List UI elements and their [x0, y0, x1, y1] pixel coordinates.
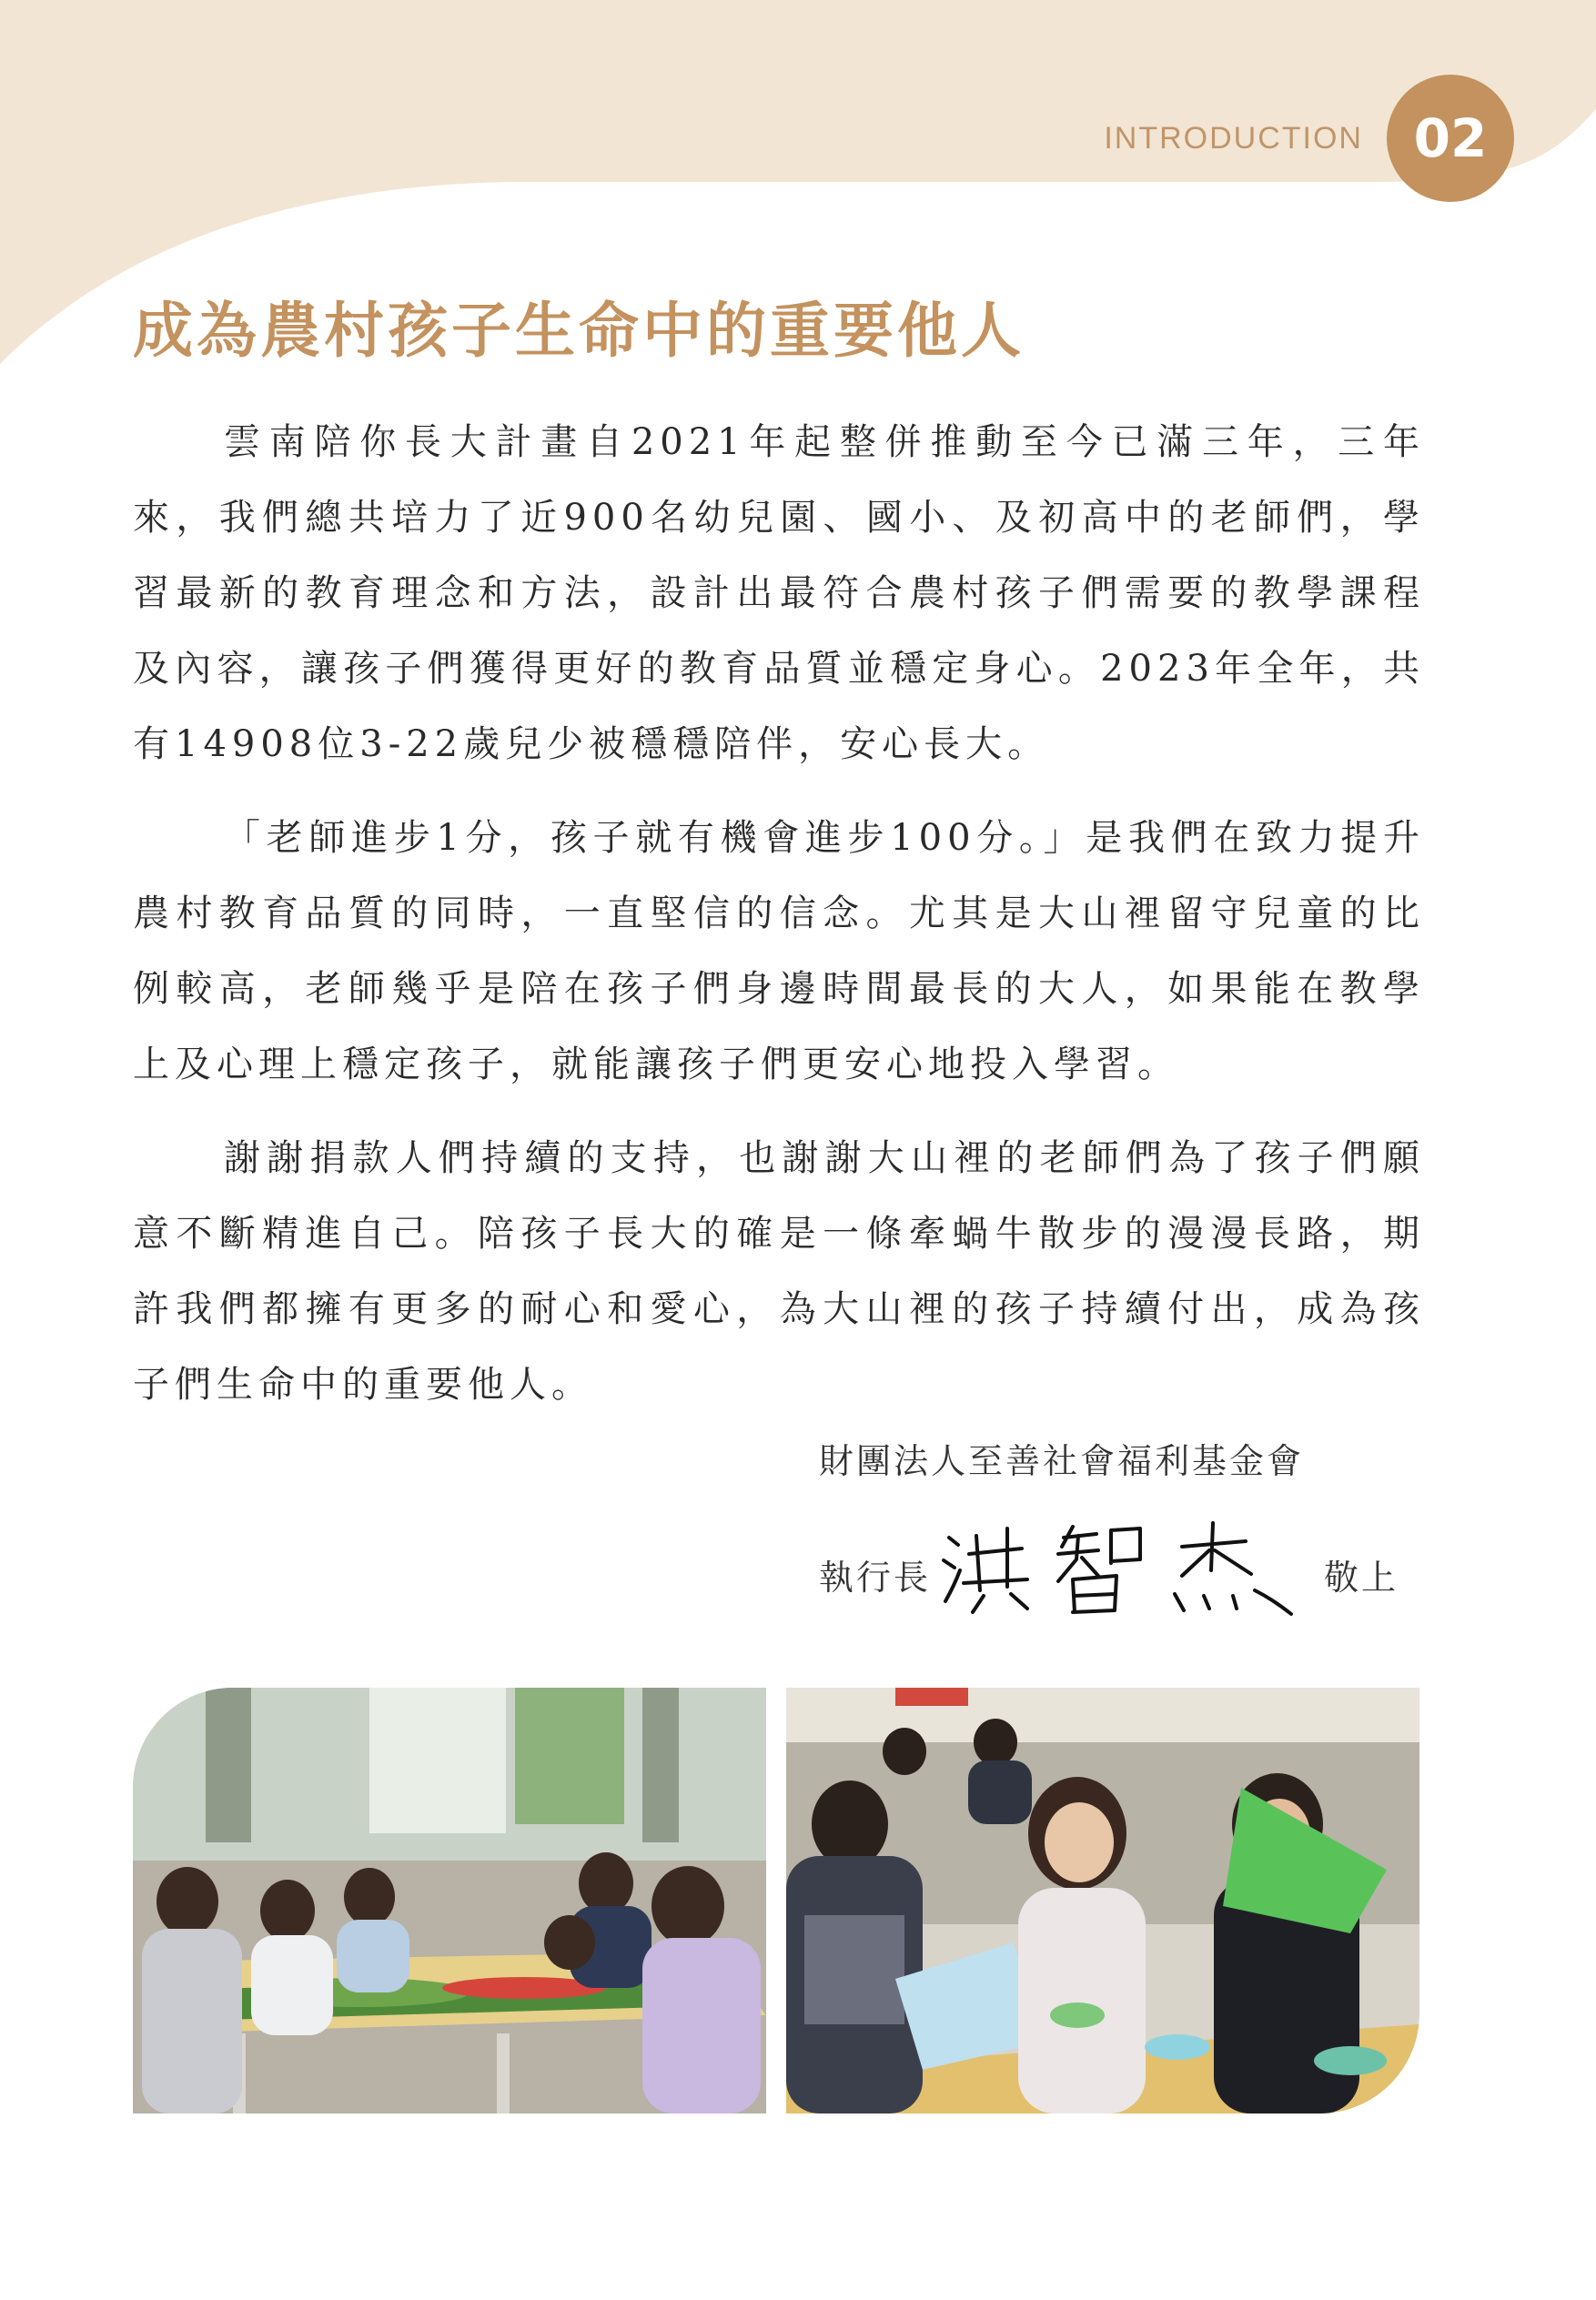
signature-row	[819, 1510, 1438, 1619]
organization-name: 財團法人至善社會福利基金會	[819, 1441, 1305, 1481]
paragraph: 雲南陪你長大計畫自2021年起整併推動至今已滿三年，三年來，我們總共培力了近900名幼兒園、國小、及初高中的老師們，學習最新的教育理念和方法，設計出最符合農村孩子們需要的教學課程及內容，讓孩子們獲得更好的教育品質並穩定身心。2023年全年，共有14908位3-22歲兒少被穩穩陪伴，安心長大。	[133, 421, 1425, 765]
section-number: 02	[1413, 107, 1488, 169]
paragraph: 謝謝捐款人們持續的支持，也謝謝大山裡的老師們為了孩子們願意不斷精進自己。陪孩子長大的確是一條牽蝸牛散步的漫漫長路，期許我們都擁有更多的耐心和愛心，為大山裡的孩子持續付出，成為孩子們生命中的重要他人。	[133, 1137, 1425, 1406]
page-title: 成為農村孩子生命中的重要他人	[133, 296, 1025, 366]
section-label: INTRODUCTION	[1104, 120, 1363, 156]
classroom-photo-left	[133, 1688, 766, 2113]
classroom-photo-right	[786, 1688, 1419, 2113]
section-header	[1104, 75, 1514, 202]
signature-block	[819, 1433, 1438, 1619]
signature-closing: 敬上	[1324, 1558, 1399, 1598]
section-number-badge	[1387, 75, 1514, 202]
paragraph: 「老師進步1分，孩子就有機會進步100分。」是我們在致力提升農村教育品質的同時，一直堅信的信念。尤其是大山裡留守兒童的比例較高，老師幾乎是陪在孩子們身邊時間最長的大人，如果能在教學上及心理上穩定孩子，就能讓孩子們更安心地投入學習。	[133, 817, 1425, 1085]
handwritten-signature	[936, 1510, 1318, 1619]
signatory-title: 執行長	[819, 1558, 932, 1598]
body-text	[133, 405, 1425, 1441]
